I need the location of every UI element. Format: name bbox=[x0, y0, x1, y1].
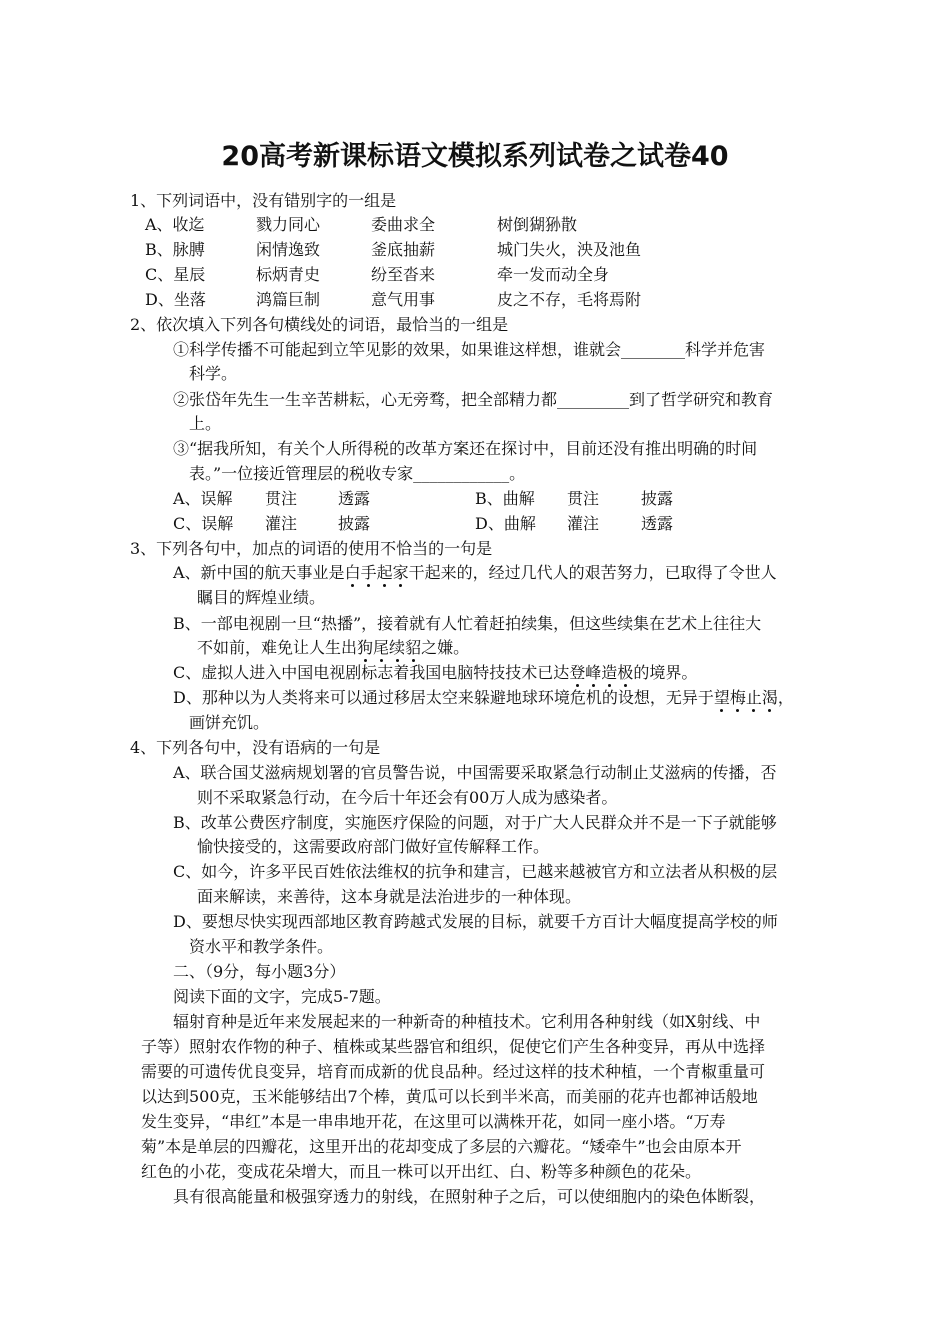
q3-stem: 3、下列各句中，加点的词语的使用不恰当的一句是 bbox=[130, 539, 493, 558]
q4-option-c-cont: 面来解读，来善待，这本身就是法治进步的一种体现。 bbox=[197, 887, 582, 906]
q2-c-w3: 披露 bbox=[338, 514, 371, 533]
passage-paragraph-2: 具有很高能量和极强穿透力的射线，在照射种子之后，可以使细胞内的染色体断裂， bbox=[173, 1187, 766, 1206]
q1-b-w3: 釜底抽薪 bbox=[371, 240, 436, 259]
passage-line: 红色的小花，变成花朵增大，而且一株可以开出红、白、粉等多种颜色的花朵。 bbox=[141, 1162, 702, 1181]
q3-b-dotted-phrase bbox=[357, 638, 421, 657]
q2-d-w2: 灌注 bbox=[567, 514, 600, 533]
q4-option-b: B、改革公费医疗制度，实施医疗保险的问题，对于广大人民群众并不是一下子就能够 bbox=[173, 813, 777, 832]
q1-a-w2: 戮力同心 bbox=[256, 215, 321, 234]
emphasis-dot-char: 手 bbox=[360, 563, 377, 582]
q3-a-pre: A、新中国的航天事业是 bbox=[173, 563, 345, 582]
q2-a-w2: 贯注 bbox=[265, 489, 298, 508]
q2-sentence-3-cont: 表。”一位接近管理层的税收专家____________。 bbox=[189, 464, 526, 483]
passage-line: 需要的可遗传优良变异，培育而成新的优良品种。经过这样的技术种植，一个青椒重量可 bbox=[141, 1062, 766, 1081]
passage-line: 辐射育种是近年来发展起来的一种新奇的种植技术。它利用各种射线（如X射线、中 bbox=[173, 1012, 761, 1031]
q2-a-label: A、误解 bbox=[173, 489, 233, 508]
emphasis-dot-char: 极 bbox=[617, 663, 634, 682]
emphasis-dot-char: 貂 bbox=[405, 638, 422, 657]
passage-line: 菊”本是单层的四瓣花，这里开出的花却变成了多层的六瓣花。“矮牵牛”也会由原本开 bbox=[141, 1137, 742, 1156]
q3-option-a-cont: 瞩目的辉煌业绩。 bbox=[197, 588, 326, 607]
q4-option-d: D、要想尽快实现西部地区教育跨越式发展的目标，就要千方百计大幅度提高学校的师 bbox=[173, 912, 778, 931]
emphasis-dot-char: 梅 bbox=[729, 688, 746, 707]
q3-c-pre: C、虚拟人进入中国电视剧标志着我国电脑特技技术已达 bbox=[173, 663, 570, 682]
emphasis-dot-char: 望 bbox=[713, 688, 730, 707]
q2-b-label: B、曲解 bbox=[475, 489, 535, 508]
q3-d-dotted-phrase bbox=[714, 688, 778, 707]
emphasis-dot-char: 家 bbox=[392, 563, 409, 582]
q3-option-d bbox=[173, 687, 794, 709]
q4-option-a: A、联合国艾滋病规划署的官员警告说，中国需要采取紧急行动制止艾滋病的传播，否 bbox=[173, 763, 777, 782]
q2-d-w3: 透露 bbox=[641, 514, 674, 533]
passage-line: 以达到500克，玉米能够结出7个棒，黄瓜可以长到半米高，而美丽的花卉也都神话般地 bbox=[141, 1087, 758, 1106]
q1-b-w4: 城门失火，泱及池鱼 bbox=[497, 240, 642, 259]
q1-d-label: D、坐落 bbox=[145, 290, 206, 309]
passage-line: 子等）照射农作物的种子、植株或某些器官和组织，促使它们产生各种变异，再从中选择 bbox=[141, 1037, 766, 1056]
q2-sentence-2: ②张岱年先生一生辛苦耕耘，心无旁骛，把全部精力都_________到了哲学研究和教育 bbox=[173, 390, 774, 409]
q2-a-w3: 透露 bbox=[338, 489, 371, 508]
q1-c-w3: 纷至沓来 bbox=[371, 265, 436, 284]
q2-b-w2: 贯注 bbox=[567, 489, 600, 508]
q3-option-b: B、一部电视剧一旦“热播”，接着就有人忙着赶拍续集，但这些续集在艺术上往往大 bbox=[173, 614, 762, 633]
section-2-instruction: 阅读下面的文字，完成5-7题。 bbox=[173, 987, 391, 1006]
q3-option-a bbox=[173, 562, 777, 584]
emphasis-dot-char: 狗 bbox=[357, 638, 374, 657]
q3-a-dotted-phrase bbox=[345, 563, 409, 582]
q4-stem: 4、下列各句中，没有语病的一句是 bbox=[130, 738, 381, 757]
q2-b-w3: 披露 bbox=[641, 489, 674, 508]
q4-option-c: C、如今，许多平民百姓依法维权的抗争和建言，已越来越被官方和立法者从积极的层 bbox=[173, 862, 778, 881]
q3-c-dotted-phrase bbox=[569, 663, 633, 682]
q1-b-w2: 闲情逸致 bbox=[256, 240, 321, 259]
emphasis-dot-char: 起 bbox=[376, 563, 393, 582]
q4-option-a-cont: 则不采取紧急行动，在今后十年还会有00万人成为感染者。 bbox=[197, 788, 618, 807]
q1-stem: 1、下列词语中，没有错别字的一组是 bbox=[130, 191, 397, 210]
q1-d-w2: 鸿篇巨制 bbox=[256, 290, 321, 309]
q1-a-w4: 树倒猢狲散 bbox=[497, 215, 578, 234]
q3-option-c bbox=[173, 662, 697, 684]
emphasis-dot-char: 登 bbox=[569, 663, 586, 682]
q1-d-w3: 意气用事 bbox=[371, 290, 436, 309]
section-2-heading: 二、（9分，每小题3分） bbox=[173, 962, 346, 981]
q2-sentence-3: ③“据我所知，有关个人所得税的改革方案还在探讨中，目前还没有推出明确的时间 bbox=[173, 439, 758, 458]
q3-d-post: ， bbox=[777, 688, 794, 707]
q4-option-d-cont: 资水平和教学条件。 bbox=[189, 937, 334, 956]
q2-c-label: C、误解 bbox=[173, 514, 234, 533]
q1-c-w4: 牵一发而动全身 bbox=[497, 265, 610, 284]
q2-stem: 2、依次填入下列各句横线处的词语，最恰当的一组是 bbox=[130, 315, 509, 334]
q2-sentence-2-cont: 上。 bbox=[189, 414, 222, 433]
q3-c-post: 的境界。 bbox=[633, 663, 698, 682]
emphasis-dot-char: 止 bbox=[745, 688, 762, 707]
q3-option-d-cont: 画饼充饥。 bbox=[189, 713, 270, 732]
emphasis-dot-char: 造 bbox=[601, 663, 618, 682]
q2-sentence-1-cont: 科学。 bbox=[189, 364, 238, 383]
q3-a-post: 干起来的，经过几代人的艰苦努力，已取得了令世人 bbox=[408, 563, 777, 582]
q3-b-post: 之嫌。 bbox=[421, 638, 470, 657]
q2-d-label: D、曲解 bbox=[475, 514, 536, 533]
emphasis-dot-char: 渴 bbox=[761, 688, 778, 707]
q1-b-label: B、脉膊 bbox=[145, 240, 205, 259]
page-title: 20高考新课标语文模拟系列试卷之试卷40 bbox=[221, 141, 729, 172]
passage-line: 发生变异，“串红”本是一串串地开花，在这里可以满株开花，如同一座小塔。“万寿 bbox=[141, 1112, 726, 1131]
q4-option-b-cont: 愉快接受的，这需要政府部门做好宣传解释工作。 bbox=[197, 837, 550, 856]
q3-option-b-cont bbox=[197, 637, 469, 659]
q2-sentence-1: ①科学传播不可能起到立竿见影的效果，如果谁这样想，谁就会________科学并危害 bbox=[173, 340, 766, 359]
q3-b-pre: 不如前，难免让人生出 bbox=[197, 638, 358, 657]
q2-c-w2: 灌注 bbox=[265, 514, 298, 533]
emphasis-dot-char: 续 bbox=[389, 638, 406, 657]
q1-a-w3: 委曲求全 bbox=[371, 215, 436, 234]
q1-c-w2: 标炳青史 bbox=[256, 265, 321, 284]
emphasis-dot-char: 白 bbox=[344, 563, 361, 582]
q3-d-pre: D、那种以为人类将来可以通过移居太空来躲避地球环境危机的设想，无异于 bbox=[173, 688, 714, 707]
q1-d-w4: 皮之不存，毛将焉附 bbox=[497, 290, 642, 309]
q1-c-label: C、星辰 bbox=[145, 265, 206, 284]
q1-a-label: A、收迄 bbox=[145, 215, 205, 234]
emphasis-dot-char: 峰 bbox=[585, 663, 602, 682]
emphasis-dot-char: 尾 bbox=[373, 638, 390, 657]
